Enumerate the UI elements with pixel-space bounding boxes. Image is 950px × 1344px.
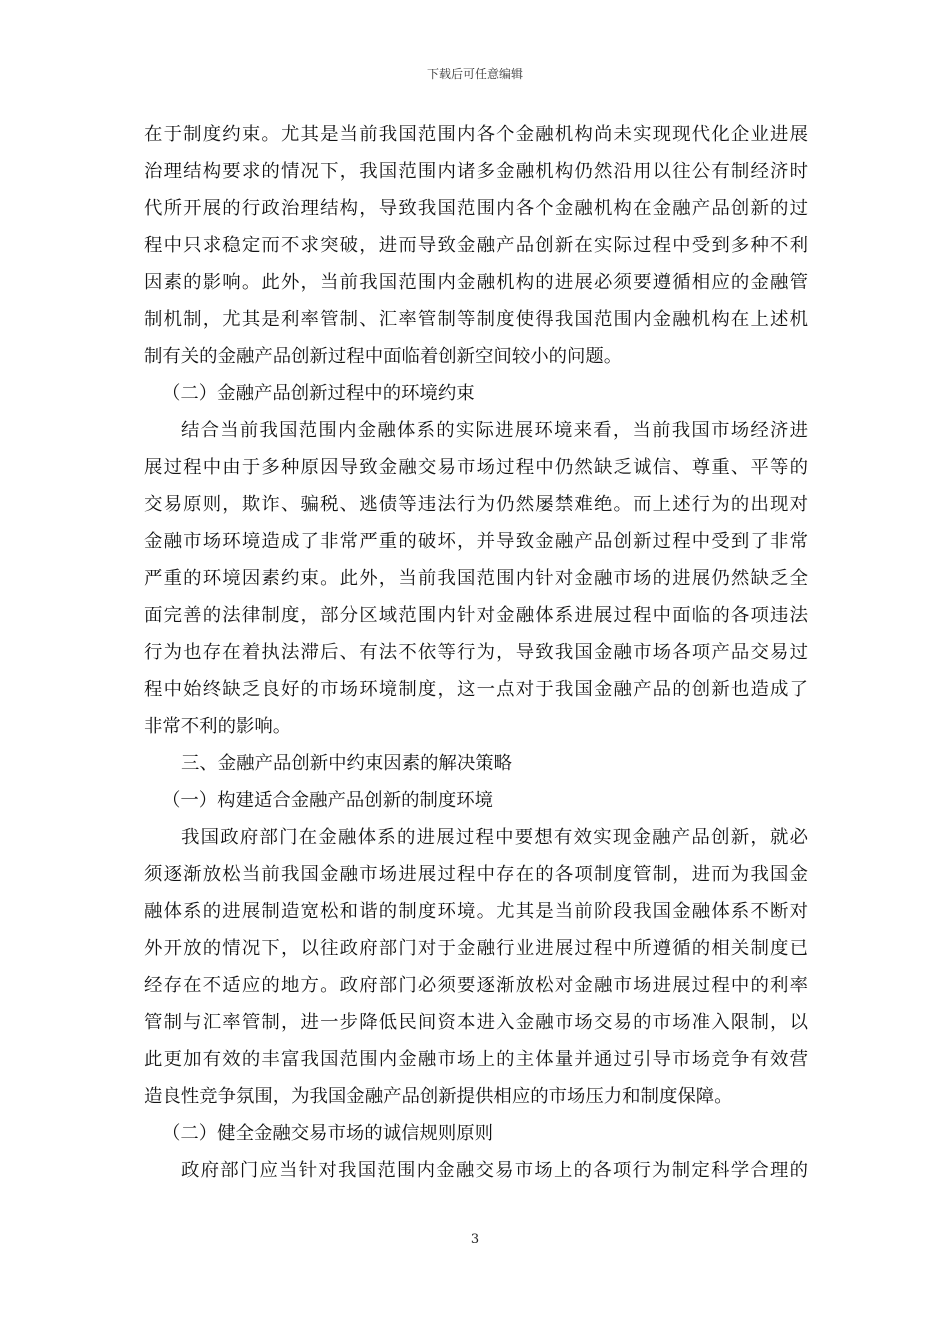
- paragraph-line: 我国政府部门在金融体系的进展过程中要想有效实现金融产品创新，就必: [181, 827, 808, 848]
- page-number: 3: [470, 1232, 480, 1247]
- page-header: 下载后可任意编辑: [426, 67, 523, 81]
- paragraph-line: 行为也存在着执法滞后、有法不依等行为，导致我国金融市场各项产品交易过: [144, 642, 808, 663]
- paragraph-line: 治理结构要求的情况下，我国范围内诸多金融机构仍然沿用以往公有制经济时: [144, 161, 808, 182]
- section-heading: 三、金融产品创新中约束因素的解决策略: [181, 753, 513, 774]
- paragraph-line: 程中只求稳定而不求突破，进而导致金融产品创新在实际过程中受到多种不利: [144, 235, 808, 256]
- paragraph-line: 政府部门应当针对我国范围内金融交易市场上的各项行为制定科学合理的: [181, 1160, 808, 1181]
- paragraph-line: 金融市场环境造成了非常严重的破坏，并导致金融产品创新过程中受到了非常: [144, 531, 808, 552]
- paragraph-line: 制有关的金融产品创新过程中面临着创新空间较小的问题。: [144, 346, 623, 367]
- paragraph-line: 严重的环境因素约束。此外，当前我国范围内针对金融市场的进展仍然缺乏全: [144, 568, 808, 589]
- section-heading: （二）金融产品创新过程中的环境约束: [162, 383, 475, 404]
- paragraph-line: 造良性竞争氛围，为我国金融产品创新提供相应的市场压力和制度保障。: [144, 1086, 733, 1107]
- paragraph-line: 展过程中由于多种原因导致金融交易市场过程中仍然缺乏诚信、尊重、平等的: [144, 457, 808, 478]
- paragraph-line: 在于制度约束。尤其是当前我国范围内各个金融机构尚未实现现代化企业进展: [144, 124, 808, 145]
- paragraph-line: 代所开展的行政治理结构，导致我国范围内各个金融机构在金融产品创新的过: [144, 198, 808, 219]
- paragraph-line: 程中始终缺乏良好的市场环境制度，这一点对于我国金融产品的创新也造成了: [144, 679, 808, 700]
- document-body: [144, 116, 808, 1189]
- paragraph-line: 制机制，尤其是利率管制、汇率管制等制度使得我国范围内金融机构在上述机: [144, 309, 808, 330]
- paragraph-line: 外开放的情况下，以往政府部门对于金融行业进展过程中所遵循的相关制度已: [144, 938, 808, 959]
- paragraph-line: 面完善的法律制度，部分区域范围内针对金融体系进展过程中面临的各项违法: [144, 605, 808, 626]
- paragraph-line: 管制与汇率管制，进一步降低民间资本进入金融市场交易的市场准入限制，以: [144, 1012, 808, 1033]
- paragraph-line: 此更加有效的丰富我国范围内金融市场上的主体量并通过引导市场竞争有效营: [144, 1049, 808, 1070]
- paragraph-line: 结合当前我国范围内金融体系的实际进展环境来看，当前我国市场经济进: [181, 420, 808, 441]
- paragraph-line: 经存在不适应的地方。政府部门必须要逐渐放松对金融市场进展过程中的利率: [144, 975, 808, 996]
- paragraph-line: 因素的影响。此外，当前我国范围内金融机构的进展必须要遵循相应的金融管: [144, 272, 808, 293]
- subsection-heading: （二）健全金融交易市场的诚信规则原则: [162, 1123, 494, 1144]
- paragraph-line: 须逐渐放松当前我国金融市场进展过程中存在的各项制度管制，进而为我国金: [144, 864, 808, 885]
- paragraph-line: 非常不利的影响。: [144, 716, 292, 737]
- subsection-heading: （一）构建适合金融产品创新的制度环境: [162, 790, 494, 811]
- paragraph-line: 交易原则，欺诈、骗税、逃债等违法行为仍然屡禁难绝。而上述行为的出现对: [144, 494, 808, 515]
- paragraph-line: 融体系的进展制造宽松和谐的制度环境。尤其是当前阶段我国金融体系不断对: [144, 901, 808, 922]
